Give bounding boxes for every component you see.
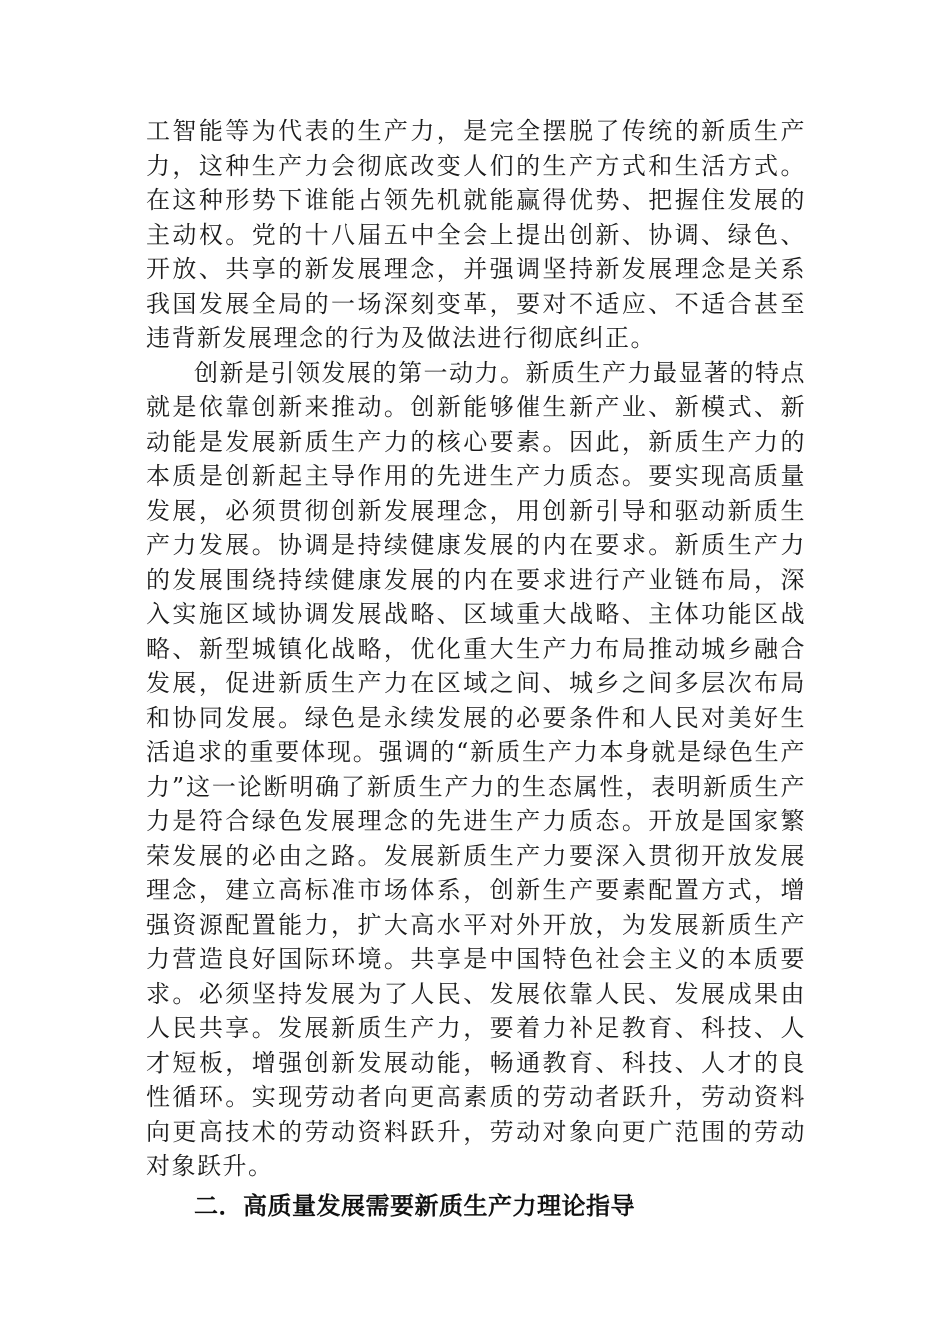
body-paragraph-innovation: 创新是引领发展的第一动力。新质生产力最显著的特点就是依靠创新来推动。创新能够催生新产业、新模式、新动能是发展新质生产力的核心要素。因此，新质生产力的本质是创新起主导作用的先进生产力质态。要实现高质量发展，必须贯彻创新发展理念，用创新引导和驱动新质生产力发展。协调是持续健康发展的内在要求。新质生产力的发展围绕持续健康发展的内在要求进行产业链布局，深入实施区域协调发展战略、区域重大战略、主体功能区战略、新型城镇化战略，优化重大生产力布局推动城乡融合发展，促进新质生产力在区域之间、城乡之间多层次布局和协同发展。绿色是永续发展的必要条件和人民对美好生活追求的重要体现。强调的“新质生产力本身就是绿色生产力”这一论断明确了新质生产力的生态属性，表明新质生产力是符合绿色发展理念的先进生产力质态。开放是国家繁荣发展的必由之路。发展新质生产力要深入贯彻开放发展理念，建立高标准市场体系，创新生产要素配置方式，增强资源配置能力，扩大高水平对外开放，为发展新质生产力营造良好国际环境。共享是中国特色社会主义的本质要求。必须坚持发展为了人民、发展依靠人民、发展成果由人民共享。发展新质生产力，要着力补足教育、科技、人才短板，增强创新发展动能，畅通教育、科技、人才的良性循环。实现劳动者向更高素质的劳动者跃升，劳动资料向更高技术的劳动资料跃升，劳动对象向更广范围的劳动对象跃升。 <box>146 358 806 1180</box>
body-paragraph-continuation: 工智能等为代表的生产力，是完全摆脱了传统的新质生产力，这种生产力会彻底改变人们的生产方式和生活方式。在这种形势下谁能占领先机就能赢得优势、把握住发展的主动权。党的十八届五中全会上提出创新、协调、绿色、开放、共享的新发展理念，并强调坚持新发展理念是关系我国发展全局的一场深刻变革，要对不适应、不适合甚至违背新发展理念的行为及做法进行彻底纠正。 <box>146 117 806 352</box>
document-body <box>146 114 806 1224</box>
section-heading: 二．高质量发展需要新质生产力理论指导 <box>194 1191 635 1220</box>
